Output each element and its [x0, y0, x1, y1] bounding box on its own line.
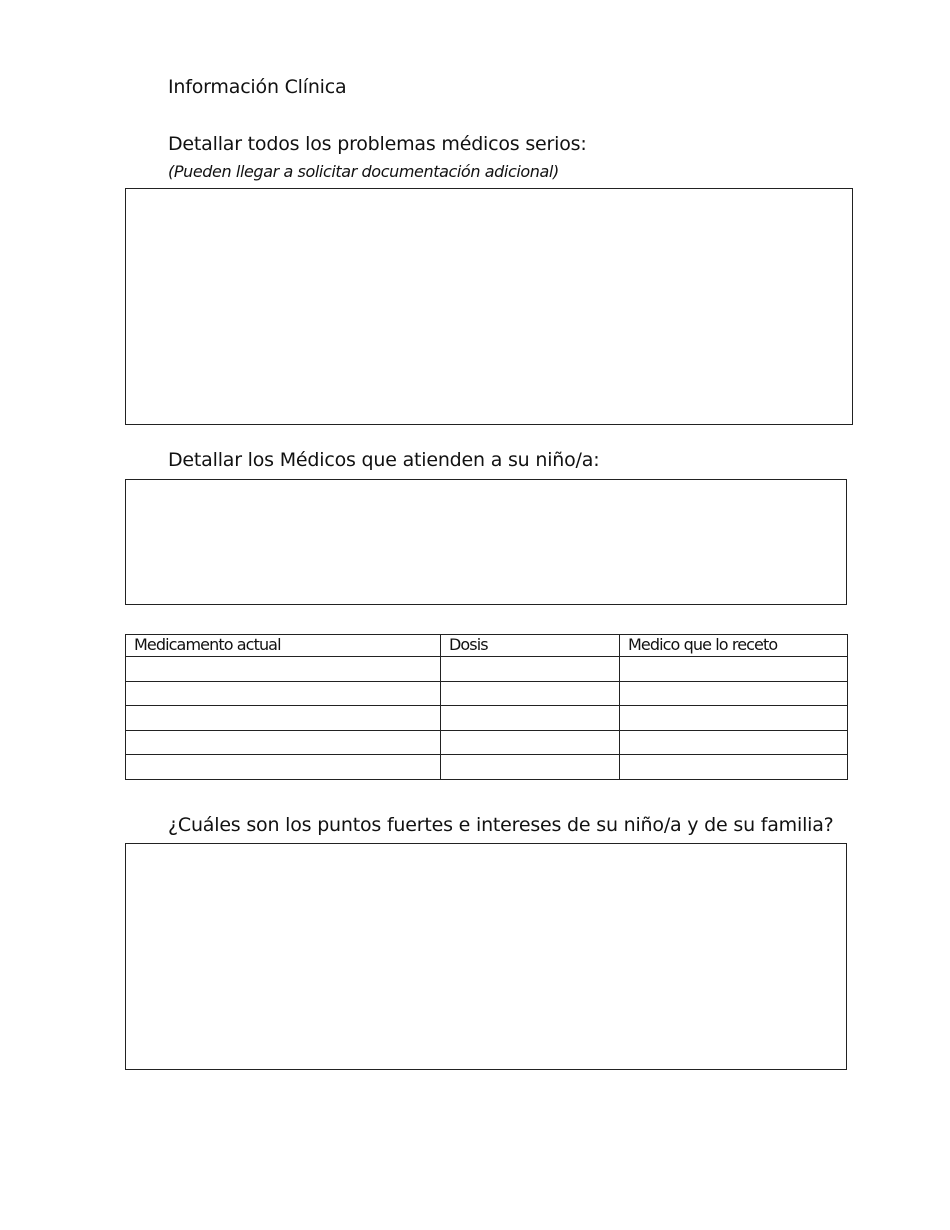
table-row — [126, 730, 848, 755]
dose-cell[interactable] — [441, 681, 620, 706]
medical-problems-field[interactable] — [125, 188, 853, 425]
strengths-field[interactable] — [125, 843, 847, 1070]
dose-cell[interactable] — [441, 706, 620, 731]
medical-problems-note: (Pueden llegar a solicitar documentación adicional) — [168, 162, 559, 181]
dose-cell[interactable] — [441, 755, 620, 780]
dose-cell[interactable] — [441, 730, 620, 755]
prescriber-cell[interactable] — [620, 730, 848, 755]
prescriber-cell[interactable] — [620, 755, 848, 780]
table-row — [126, 706, 848, 731]
medication-cell[interactable] — [126, 681, 441, 706]
medication-cell[interactable] — [126, 706, 441, 731]
strengths-label: ¿Cuáles son los puntos fuertes e intereses de su niño/a y de su familia? — [168, 814, 834, 836]
dose-cell[interactable] — [441, 657, 620, 682]
medications-header-row — [126, 635, 848, 657]
section-title: Información Clínica — [168, 76, 347, 98]
prescriber-cell[interactable] — [620, 706, 848, 731]
table-row — [126, 681, 848, 706]
header-dose: Dosis — [441, 635, 620, 657]
medications-table — [125, 634, 848, 780]
table-row — [126, 755, 848, 780]
medication-cell[interactable] — [126, 657, 441, 682]
medication-cell[interactable] — [126, 730, 441, 755]
doctors-label: Detallar los Médicos que atienden a su niño/a: — [168, 449, 600, 471]
doctors-field[interactable] — [125, 479, 847, 605]
prescriber-cell[interactable] — [620, 681, 848, 706]
medication-cell[interactable] — [126, 755, 441, 780]
medical-problems-label: Detallar todos los problemas médicos serios: — [168, 133, 587, 155]
table-row — [126, 657, 848, 682]
header-medication: Medicamento actual — [126, 635, 441, 657]
prescriber-cell[interactable] — [620, 657, 848, 682]
header-prescriber: Medico que lo receto — [620, 635, 848, 657]
